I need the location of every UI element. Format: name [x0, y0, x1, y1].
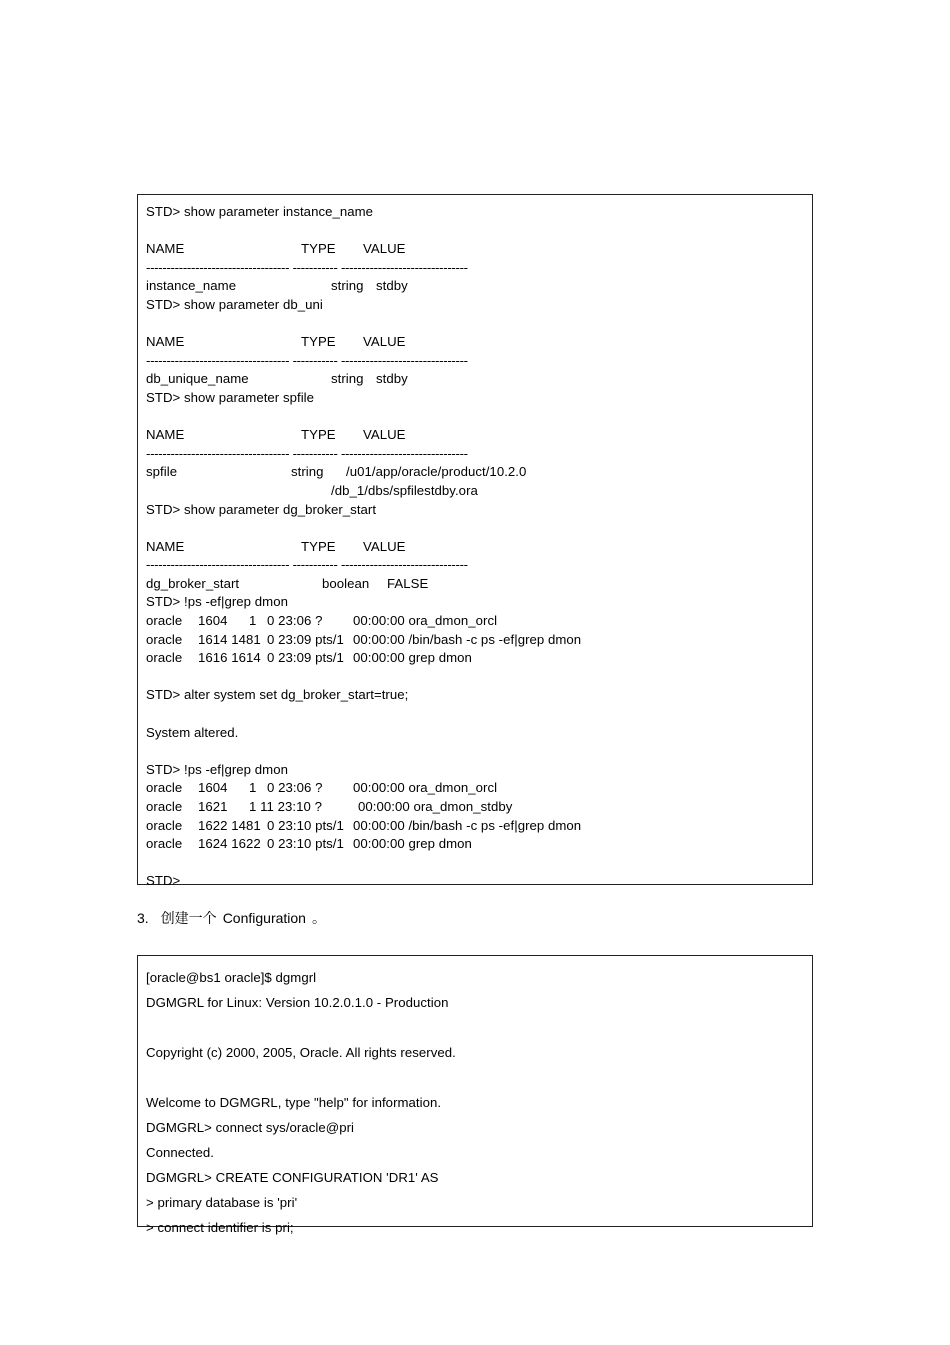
console-cell: db_unique_name: [146, 371, 249, 387]
console-cell: 1: [249, 613, 257, 629]
console-cell: 00:00:00 grep dmon: [353, 650, 472, 666]
console-separator-rule: ----------------------------------- ----------- -------------------------------: [146, 445, 468, 461]
console-cell: 0 23:10 pts/1: [267, 817, 344, 833]
console-cell: oracle: [146, 836, 183, 852]
console-cell: 1604: [198, 780, 228, 796]
console-cell: TYPE: [301, 334, 336, 350]
console-line: STD> alter system set dg_broker_start=true;: [146, 687, 409, 703]
console-cell: VALUE: [363, 334, 406, 350]
console-cell: FALSE: [387, 575, 429, 591]
console-line: > connect identifier is pri;: [146, 1220, 294, 1235]
console-line: [146, 817, 812, 836]
console-separator-rule: ----------------------------------- ----------- -------------------------------: [146, 259, 468, 275]
console-line: STD> show parameter instance_name: [146, 204, 374, 219]
console-line: STD> show parameter spfile: [146, 389, 315, 405]
console-cell: NAME: [146, 334, 185, 350]
console-line: Welcome to DGMGRL, type "help" for information.: [146, 1095, 442, 1110]
console-cell: 0 23:09 pts/1: [267, 650, 344, 666]
console-line: [146, 370, 812, 389]
console-line: [146, 259, 812, 278]
console-line: [146, 445, 812, 464]
console-line: [146, 575, 812, 594]
console-line: [146, 779, 812, 798]
console-line: STD> show parameter db_uni: [146, 296, 323, 312]
console-line: STD>: [146, 873, 181, 889]
console-line: Connected.: [146, 1145, 214, 1160]
console-cell: 1614 1481: [198, 631, 261, 647]
console-cell: string: [291, 464, 324, 480]
dgmgrl-console: [137, 955, 813, 1235]
console-line: [146, 556, 812, 575]
console-cell: oracle: [146, 650, 183, 666]
console-separator-rule: ----------------------------------- ----------- -------------------------------: [146, 557, 468, 573]
console-line: [146, 426, 812, 445]
console-cell: TYPE: [301, 241, 336, 257]
console-cell: 00:00:00 ora_dmon_stdby: [358, 799, 513, 814]
section-number: 3.: [137, 910, 149, 926]
console-line: [146, 240, 812, 259]
console-line: STD> show parameter dg_broker_start: [146, 501, 377, 517]
console-cell: 00:00:00 /bin/bash -c ps -ef|grep dmon: [353, 631, 582, 647]
console-cell: string: [331, 371, 364, 387]
console-line: DGMGRL for Linux: Version 10.2.0.1.0 - Production: [146, 995, 449, 1010]
console-line: [146, 482, 812, 501]
console-line: [146, 612, 812, 631]
console-cell: dg_broker_start: [146, 575, 240, 591]
sqlplus-standby-console: [137, 194, 813, 889]
console-cell: 0 23:09 pts/1: [267, 631, 344, 647]
console-cell: NAME: [146, 538, 185, 554]
console-cell: 00:00:00 ora_dmon_orcl: [353, 613, 498, 629]
console-cell: TYPE: [301, 538, 336, 554]
console-cell: 1621: [198, 799, 228, 814]
console-line: STD> !ps -ef|grep dmon: [146, 761, 288, 777]
console-cell: 00:00:00 grep dmon: [353, 836, 472, 852]
console-cell: NAME: [146, 427, 185, 443]
console-cell: oracle: [146, 799, 183, 814]
console-cell: VALUE: [363, 538, 406, 554]
console-line: System altered.: [146, 724, 239, 740]
console-line: [146, 463, 812, 482]
console-line: [146, 333, 812, 352]
console-cell: /db_1/dbs/spfilestdby.ora: [331, 482, 478, 498]
console-cell: 0 23:06 ?: [267, 780, 323, 796]
console-line: [146, 277, 812, 296]
console-cell: instance_name: [146, 278, 237, 294]
console-cell: oracle: [146, 780, 183, 796]
console-cell: 1616 1614: [198, 650, 261, 666]
console-cell: stdby: [376, 371, 408, 387]
console-cell: /u01/app/oracle/product/10.2.0: [346, 464, 527, 480]
console-cell: 00:00:00 ora_dmon_orcl: [353, 780, 498, 796]
console-line: Copyright (c) 2000, 2005, Oracle. All rights reserved.: [146, 1045, 456, 1060]
console-cell: NAME: [146, 241, 185, 257]
console-line: STD> !ps -ef|grep dmon: [146, 594, 288, 610]
console-cell: 1: [249, 780, 257, 796]
console-cell: 1 11 23:10 ?: [249, 799, 322, 814]
console-cell: spfile: [146, 464, 178, 480]
section-heading-terminator: 。: [311, 911, 326, 927]
console-line: [146, 352, 812, 371]
console-cell: oracle: [146, 817, 183, 833]
console-line: [146, 649, 812, 668]
console-cell: 1624 1622: [198, 836, 261, 852]
console-line: DGMGRL> CREATE CONFIGURATION 'DR1' AS: [146, 1170, 439, 1185]
console-line: DGMGRL> connect sys/oracle@pri: [146, 1120, 355, 1135]
section-heading-latin: Configuration: [222, 910, 306, 926]
section-heading: [137, 908, 813, 929]
console-cell: oracle: [146, 631, 183, 647]
console-cell: 00:00:00 /bin/bash -c ps -ef|grep dmon: [353, 817, 582, 833]
console-cell: VALUE: [363, 427, 406, 443]
console-cell: boolean: [322, 575, 370, 591]
console-cell: 0 23:10 pts/1: [267, 836, 344, 852]
console-line: [146, 538, 812, 557]
console-cell: 1622 1481: [198, 817, 261, 833]
console-line: [146, 631, 812, 650]
console-line: [oracle@bs1 oracle]$ dgmgrl: [146, 970, 317, 985]
console-separator-rule: ----------------------------------- ----------- -------------------------------: [146, 352, 468, 368]
console-cell: oracle: [146, 613, 183, 629]
console-cell: TYPE: [301, 427, 336, 443]
console-cell: string: [331, 278, 364, 294]
section-heading-cjk: 创建一个: [160, 911, 217, 927]
console-line: [146, 798, 812, 817]
console-cell: 0 23:06 ?: [267, 613, 323, 629]
console-cell: VALUE: [363, 241, 406, 257]
console-cell: stdby: [376, 278, 408, 294]
console-cell: 1604: [198, 613, 228, 629]
console-line: > primary database is 'pri': [146, 1195, 298, 1210]
console-line: [146, 835, 812, 854]
